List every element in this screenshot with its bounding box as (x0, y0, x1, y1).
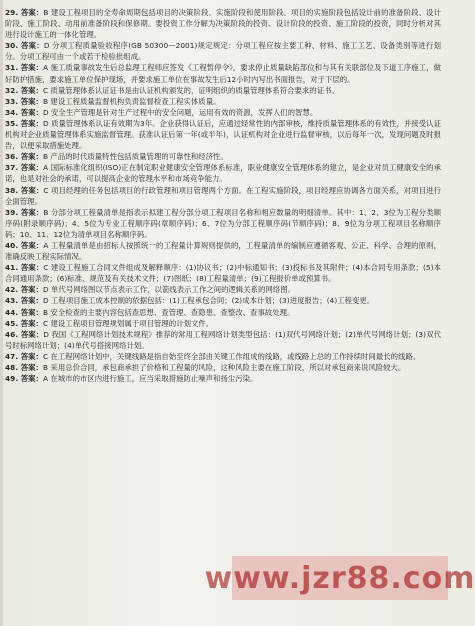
answer-paragraph (5, 284, 441, 295)
answer-paragraph (5, 373, 441, 384)
answer-paragraph (5, 318, 441, 329)
answer-text: B 安全检查的主要内容包括查思想、查管理、查隐患、查整改、查事故处理。 (42, 307, 295, 317)
answer-text: C 质量管理体系认证证书是由认证机构颁发的，证明组织的质量管理体系符合要求的证书。 (42, 85, 339, 95)
answer-paragraph (5, 162, 441, 184)
answer-number: 43. 答案： (5, 296, 43, 306)
answer-paragraph (5, 151, 441, 162)
answer-paragraph (5, 85, 441, 96)
answer-number: 49. 答案： (5, 374, 43, 384)
answer-text: D 工程项目施工成本控制的依据包括：(1)工程承包合同；(2)成本计划；(3)进度报告；(4)工程变更。 (42, 296, 375, 306)
answer-number: 47. 答案： (5, 351, 43, 361)
answer-number: 30. 答案： (5, 41, 44, 51)
answer-paragraph (5, 351, 441, 362)
answer-paragraph (5, 262, 441, 284)
answer-list (5, 7, 441, 384)
answer-text: B 建设工程项目的全寿命周期包括项目的决策阶段、实施阶段和使用阶段。项目的实施阶段包括设计前的准备阶段、设计阶段、施工阶段、动用前准备阶段和保修期。要投资工作分解为决策阶段的投资、设计阶段的投资、施工阶段的投资，同时分析对其进行设计施工的一体化管理。 (5, 8, 441, 40)
answer-number: 40. 答案： (5, 240, 44, 250)
answer-text: D 质量管理体系认证有效期为3年。企业获得认证后，应通过经常性的内部审核，维持质量管理体系的有效性，并接受认证机构对企业质量管理体系实施监督管理。获准认证后第一年(或半年)，认证机构对企业进行监督审核，以后每年一次，发现问题及时报告，以便采取措施处理。 (5, 118, 441, 151)
answer-number: 34. 答案： (5, 107, 43, 117)
answer-text: C 项目经理的任务包括项目的行政管理和项目管理两个方面。在工程实施阶段，项目经理应协调各方面关系，对项目进行全面管理。 (5, 185, 441, 206)
answer-number: 37. 答案： (5, 163, 44, 173)
answer-number: 45. 答案： (5, 318, 43, 328)
answer-text: B 建设工程质量监督机构负责监督检查工程实体质量。 (42, 96, 221, 106)
answer-paragraph (5, 7, 441, 40)
answer-paragraph (5, 118, 441, 151)
answer-number: 48. 答案： (5, 363, 43, 372)
answer-text: A 国际标准化组织(ISO)正在制定职业健康安全管理体系标准，职业健康安全管理体系的建立，是企业对员工健康安全的承诺，也是对社会的承诺，可以提高企业的管理水平和市场竞争能力。 (5, 163, 442, 184)
answer-text: A 工程量清单是由招标人按照统一的工程量计算规则提供的，工程量清单的编制应遵循客观、公正、科学、合理的原则，准确反映工程实际情况。 (5, 240, 441, 262)
answer-number: 32. 答案： (5, 85, 43, 95)
answer-text: B 分部分项工程量清单是指表示拟建工程分部分项工程项目名称和相应数量的明细清单。其中：1、2、3位为工程分类顺序码(附录顺序码)；4、5位为专业工程顺序码(章顺序码)；6、7位为分部工程顺序码(节顺序码)；8、9位为分项工程项目名称顺序码；10、11、12位为清单项目名称顺序码。 (5, 207, 441, 239)
answer-text: D 单代号网络图以节点表示工作，以箭线表示工作之间的逻辑关系的网络图。 (42, 285, 296, 295)
answer-text: D 分项工程质量验收程序(GB 50300—2001)规定规定：分项工程应按主要工种、材料、施工工艺、设备类别等进行划分。分项工程可由一个或若干检验批组成。 (5, 41, 441, 62)
answer-text: A 在城市的市区内进行施工，应当采取措施防止噪声和扬尘污染。 (42, 374, 258, 384)
answer-paragraph (5, 107, 441, 118)
answer-number: 36. 答案： (5, 152, 43, 162)
answer-number: 44. 答案： (5, 307, 43, 317)
answer-number: 38. 答案： (5, 185, 44, 195)
answer-number: 35. 答案： (5, 118, 43, 128)
watermark-banner (204, 556, 475, 600)
answer-paragraph (5, 329, 441, 351)
answer-text: C 建设工程项目管理规划属于项目管理的计划文件。 (42, 318, 214, 328)
watermark-text: www.jzr88.com (204, 560, 475, 596)
answer-paragraph (5, 295, 441, 306)
answer-number: 29. 答案： (5, 8, 44, 17)
answer-paragraph (5, 362, 441, 373)
answer-text: C 建设工程施工合同文件组成及解释顺序：(1)协议书；(2)中标通知书；(3)投标书及其附件；(4)本合同专用条款；(5)本合同通用条款；(6)标准、规范及有关技术文件；(7)图纸；(8)工程量清单；(9)工程报价单或预算书。 (5, 263, 442, 284)
answer-number: 41. 答案： (5, 263, 44, 273)
answer-paragraph (5, 62, 441, 84)
answer-paragraph (5, 240, 441, 262)
page-edge (0, 0, 3, 626)
answer-paragraph (5, 96, 441, 107)
answer-paragraph (5, 207, 441, 240)
answer-text: C 在工程网络计划中，关键线路是指自始至终全部由关键工作组成的线路，或线路上总的工作持续时间最长的线路。 (42, 351, 421, 361)
answer-paragraph (5, 40, 441, 62)
answer-text: B 产品的时代质量特性包括质量管理的可靠性和经济性。 (42, 152, 228, 162)
answer-text: D 我国《工程网络计划技术规程》推荐的常用工程网络计划类型包括：(1)双代号网络计划；(2)单代号网络计划；(3)双代号时标网络计划；(4)单代号搭接网络计划。 (5, 329, 441, 350)
answer-text: B 采用总价合同，承包商承担了价格和工程量的风险，这种风险主要在施工阶段，所以对承包商来说风险较大。 (42, 363, 406, 372)
answer-number: 46. 答案： (5, 329, 44, 339)
answer-number: 39. 答案： (5, 207, 44, 217)
answer-number: 31. 答案： (5, 63, 44, 73)
answer-paragraph (5, 307, 441, 318)
answer-number: 33. 答案： (5, 96, 43, 106)
answer-number: 42. 答案： (5, 285, 43, 295)
answer-text: A 施工质量事故发生后总监理工程师应签发《工程暂停令》，要求停止质量缺陷部位和与其有关联部位及下道工序施工，做好防护措施，要求施工单位保护现场，并要求施工单位在事故发生后12小时内写出书面报告，对于下层的。 (5, 63, 441, 84)
answer-paragraph (5, 185, 441, 207)
answer-text: D 安全生产管理是针对生产过程中的安全问题，运用有效的资源，发挥人们的智慧。 (42, 107, 318, 117)
